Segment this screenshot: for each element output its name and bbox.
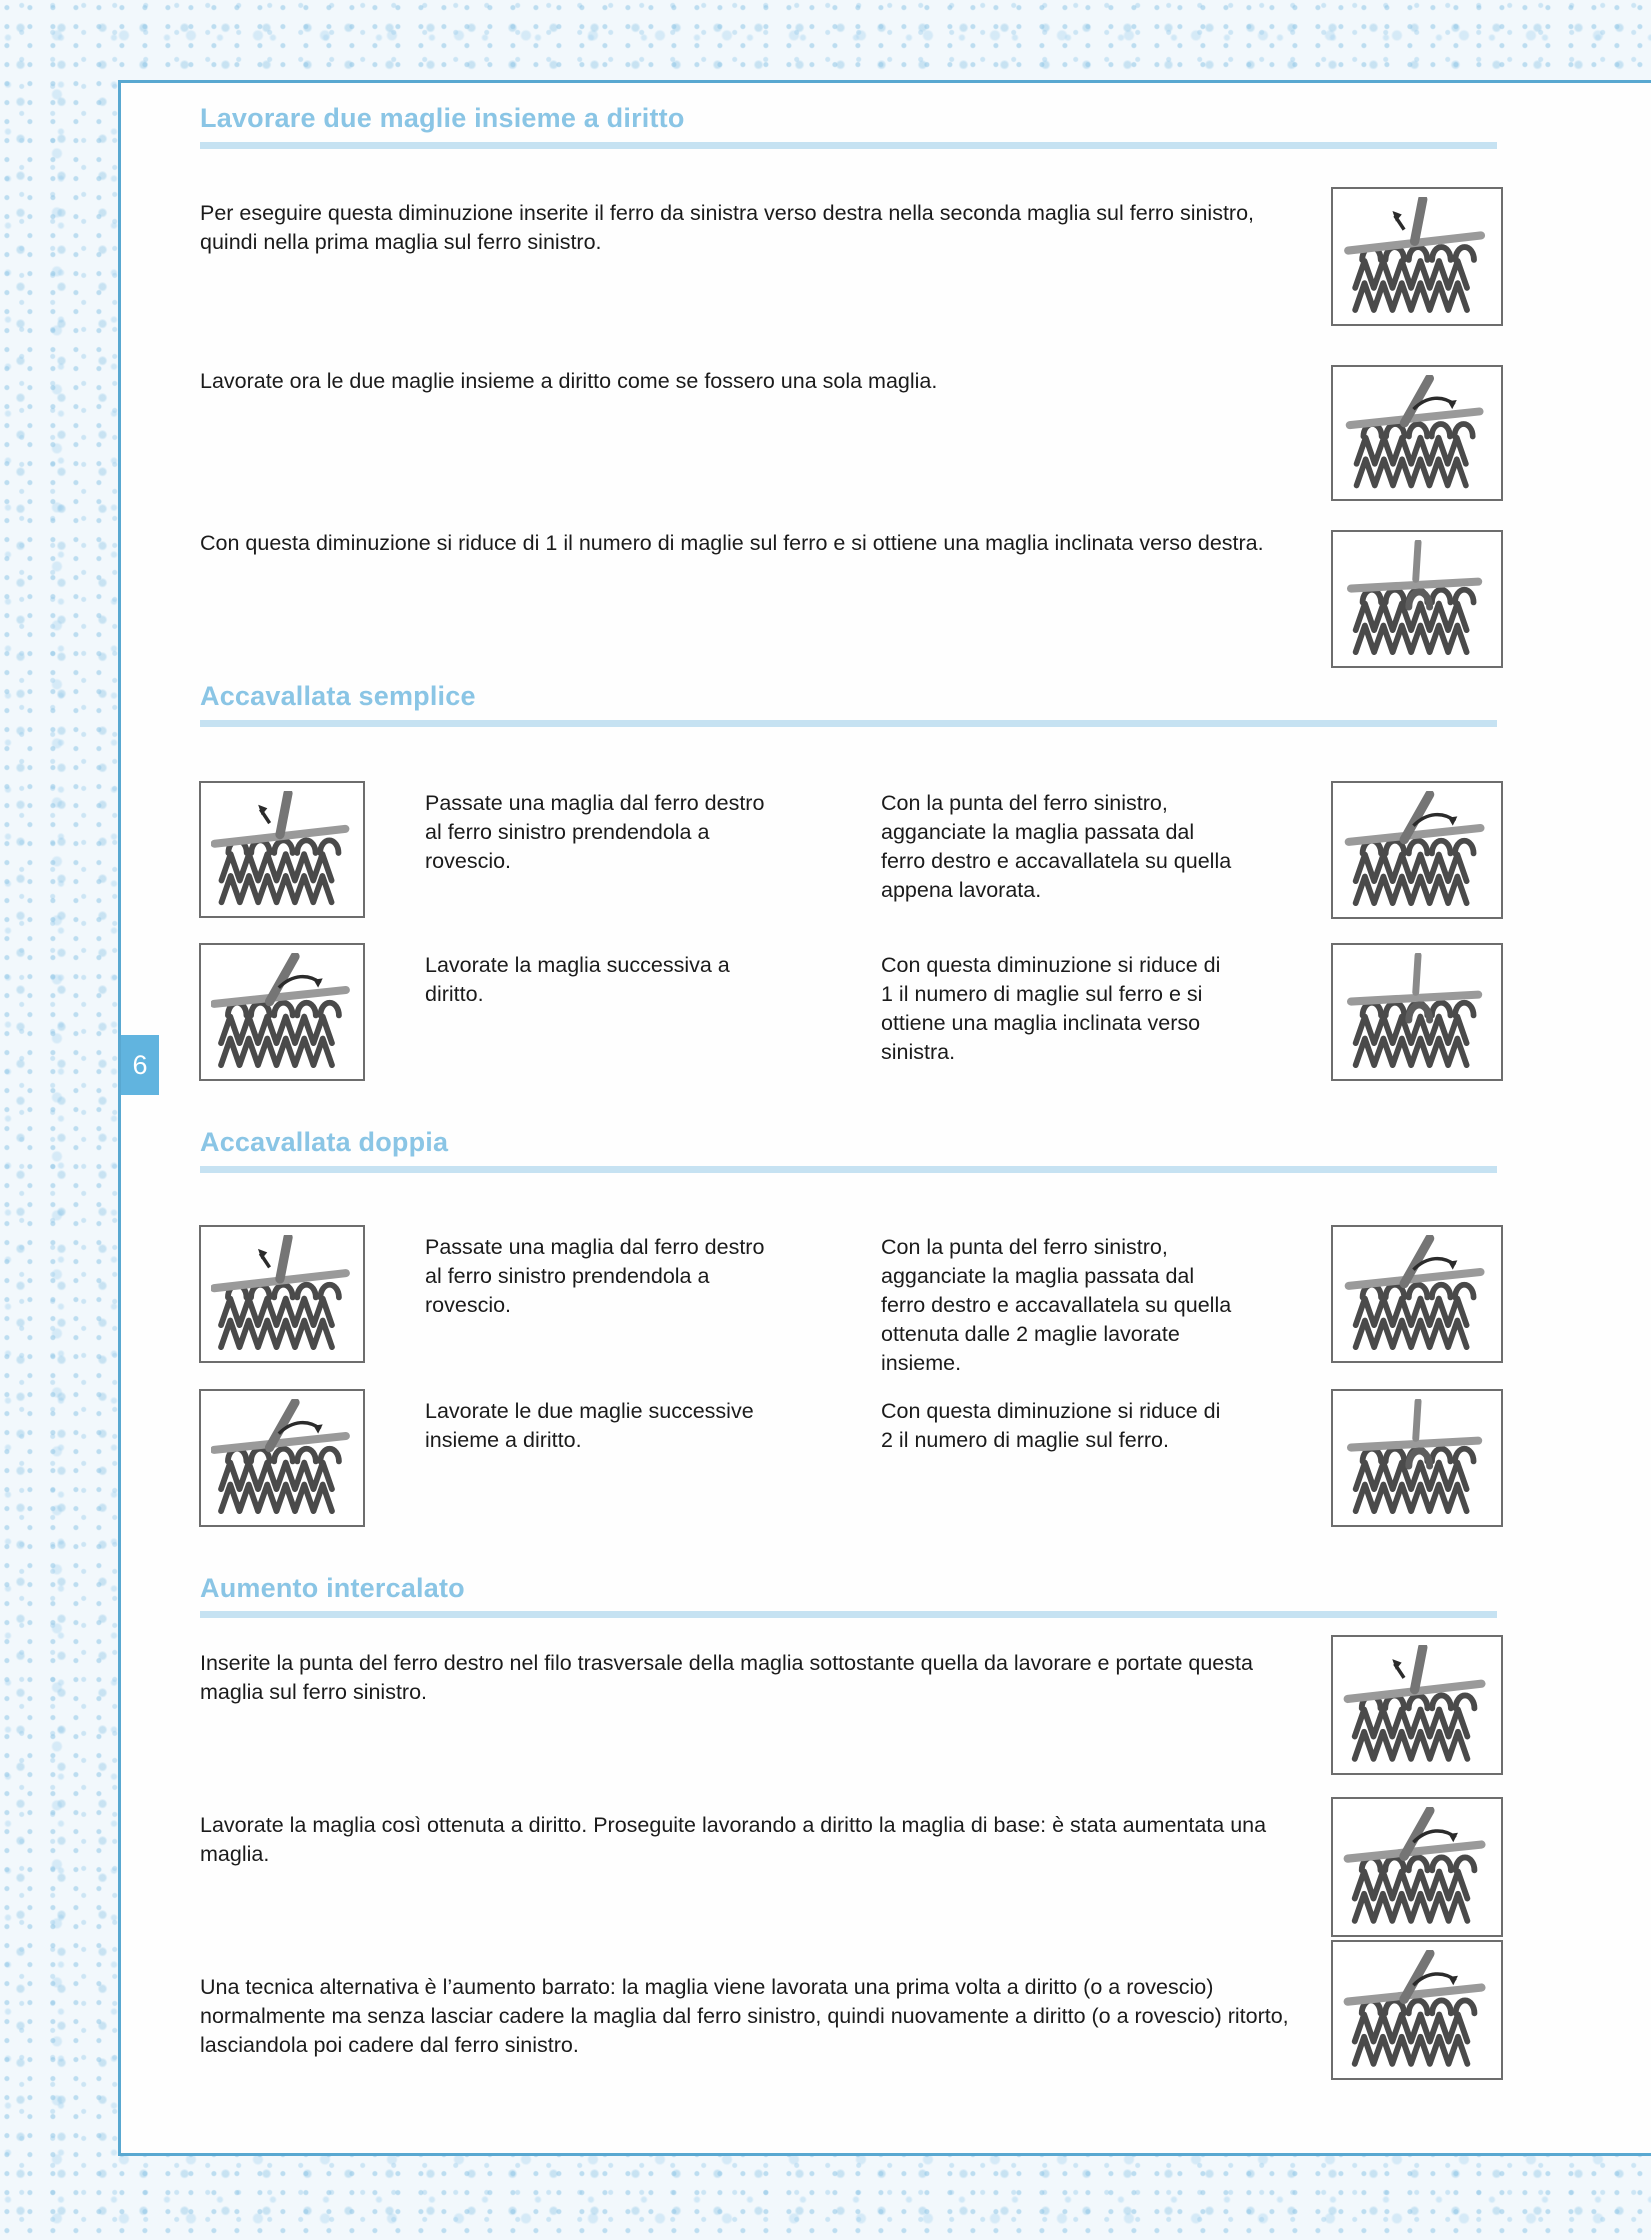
section-title-accavallata-doppia: Accavallata doppia (200, 1127, 449, 1157)
knit-diagram-slip-stitch-double (199, 1225, 365, 1363)
paragraph: Una tecnica alternativa è l’aumento barrato: la maglia viene lavorata una prima volta a diritto (o a rovescio) normalmente ma senza lasciar cadere la maglia dal ferro sinistro, quindi nuovamente a diritto (o a rovescio) ritorto, lasciandola poi cadere dal ferro sinistro. (200, 1975, 1289, 2057)
knitting-illustration (211, 1399, 354, 1517)
content-frame (118, 80, 1651, 2156)
knit-diagram-left-lean-result (1331, 943, 1503, 1081)
knit-diagram-k2tog-work (1331, 365, 1503, 501)
knit-diagram-m1-insert (1331, 1635, 1503, 1775)
paragraph: Lavorate ora le due maglie insieme a diritto come se fossero una sola maglia. (200, 369, 938, 393)
knitting-illustration (1343, 197, 1491, 316)
knitting-illustration (211, 953, 354, 1071)
paragraph: Lavorate la maglia così ottenuta a diritto. Proseguite lavorando a diritto la maglia di base: è stata aumentata una maglia. (200, 1813, 1267, 1866)
knitting-illustration (1343, 1399, 1491, 1517)
paragraph: Lavorate le due maglie successive insieme a diritto. (425, 1399, 754, 1452)
paragraph: Con la punta del ferro sinistro, agganciate la maglia passata dal ferro destro e accavallatela su quella appena lavorata. (881, 791, 1232, 902)
knitting-illustration (1343, 540, 1491, 658)
knitting-illustration (1343, 791, 1491, 909)
section-title-aumento-intercalato: Aumento intercalato (200, 1573, 465, 1603)
knitting-illustration (1343, 375, 1491, 491)
knit-diagram-double-decrease-result (1331, 1389, 1503, 1527)
paragraph: Inserite la punta del ferro destro nel filo trasversale della maglia sottostante quella da lavorare e portate questa maglia sul ferro sinistro. (200, 1651, 1253, 1704)
knit-diagram-pass-over-double (1331, 1225, 1503, 1363)
paragraph: Con questa diminuzione si riduce di 2 il numero di maglie sul ferro. (881, 1399, 1221, 1452)
paragraph: Lavorate la maglia successiva a diritto. (425, 953, 730, 1006)
knit-diagram-knit-two-together (199, 1389, 365, 1527)
section-rule (200, 720, 1497, 727)
section-title-k2tog: Lavorare due maglie insieme a diritto (200, 103, 685, 133)
knitting-illustration (211, 791, 354, 908)
paragraph: Per eseguire questa diminuzione inserite il ferro da sinistra verso destra nella seconda maglia sul ferro sinistro, quindi nella prima maglia sul ferro sinistro. (200, 201, 1255, 254)
paragraph: Passate una maglia dal ferro destro al ferro sinistro prendendola a rovescio. (425, 1235, 765, 1317)
paragraph: Passate una maglia dal ferro destro al ferro sinistro prendendola a rovescio. (425, 791, 765, 873)
knitting-illustration (1343, 1950, 1491, 2070)
section-rule (200, 1611, 1497, 1618)
paragraph: Con questa diminuzione si riduce di 1 il numero di maglie sul ferro e si ottiene una maglia inclinata verso destra. (200, 531, 1264, 555)
section-title-accavallata-semplice: Accavallata semplice (200, 681, 476, 711)
paragraph: Con questa diminuzione si riduce di 1 il numero di maglie sul ferro e si ottiene una maglia inclinata verso sinistra. (881, 953, 1221, 1064)
section-rule (200, 142, 1497, 149)
knit-diagram-k2tog-insert (1331, 187, 1503, 326)
knit-diagram-k2tog-result (1331, 530, 1503, 668)
knitting-illustration (1343, 1645, 1491, 1765)
section-rule (200, 1166, 1497, 1173)
knit-diagram-m1-knit (1331, 1797, 1503, 1937)
paragraph: Con la punta del ferro sinistro, agganciate la maglia passata dal ferro destro e accavallatela su quella ottenuta dalle 2 maglie lavorate insieme. (881, 1235, 1232, 1375)
knit-diagram-knit-next (199, 943, 365, 1081)
knitting-illustration (211, 1235, 354, 1353)
knit-diagram-m1-barred (1331, 1940, 1503, 2080)
knitting-illustration (1343, 953, 1491, 1071)
knit-diagram-slip-stitch (199, 781, 365, 918)
knit-diagram-pass-over (1331, 781, 1503, 919)
knitting-illustration (1343, 1235, 1491, 1353)
page-number-tab: 6 (121, 1035, 159, 1095)
knitting-illustration (1343, 1807, 1491, 1927)
